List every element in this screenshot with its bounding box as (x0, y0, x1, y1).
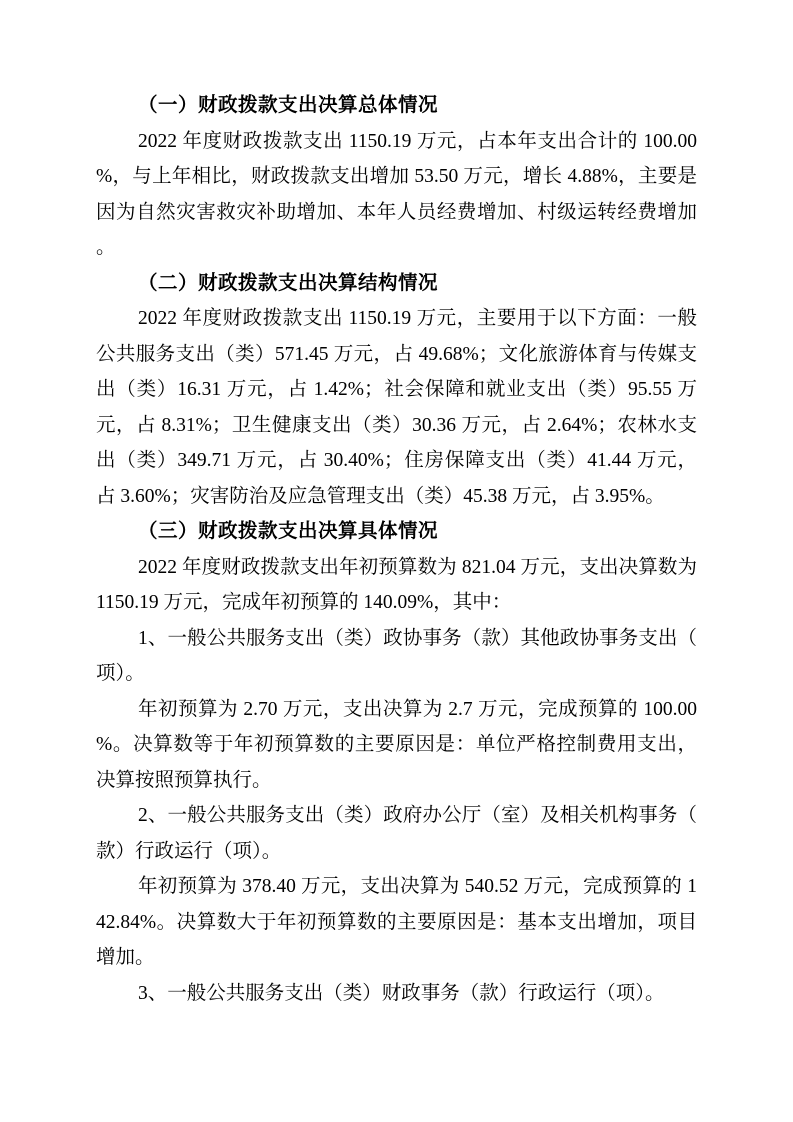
paragraph-item-3-title: 3、一般公共服务支出（类）财政事务（款）行政运行（项）。 (138, 982, 665, 1004)
section-specific-situation (96, 514, 697, 1011)
section-heading-structure: （二）财政拨款支出决算结构情况 (138, 271, 439, 294)
paragraph-specific-intro: 2022 年度财政拨款支出年初预算数为 821.04 万元，支出决算数为 1150.19 万元，完成年初预算的 140.09%，其中： (96, 556, 697, 613)
paragraph-overall-1: 2022 年度财政拨款支出 1150.19 万元，占本年支出合计的 100.00%，与上年相比，财政拨款支出增加 53.50 万元，增长 4.88%，主要是因为自然灾害救灾补助增加、本年人员经费增加、村级运转经费增加。 (96, 130, 697, 258)
paragraph-item-2-title: 2、一般公共服务支出（类）政府办公厅（室）及相关机构事务（款）行政运行（项）。 (96, 805, 697, 862)
paragraph-structure-1: 2022 年度财政拨款支出 1150.19 万元，主要用于以下方面：一般公共服务支出（类）571.45 万元，占 49.68%；文化旅游体育与传媒支出（类）16.31 万元，占 1.42%；社会保障和就业支出（类）95.55 万元，占 8.31%；卫生健康支出（类）30.36 万元，占 2.64%；农林水支出（类）349.71 万元，占 30.40%；住房保障支出（类）41.44 万元，占 3.60%；灾害防治及应急管理支出（类）45.38 万元，占 3.95%。 (96, 308, 697, 507)
section-structure-situation (96, 266, 697, 515)
section-overall-situation (96, 88, 697, 266)
paragraph-item-2-detail: 年初预算为 378.40 万元，支出决算为 540.52 万元，完成预算的 142.84%。决算数大于年初预算数的主要原因是：基本支出增加，项目增加。 (96, 876, 697, 968)
section-heading-specific: （三）财政拨款支出决算具体情况 (138, 520, 439, 542)
paragraph-item-1-detail: 年初预算为 2.70 万元，支出决算为 2.7 万元，完成预算的 100.00%。决算数等于年初预算数的主要原因是：单位严格控制费用支出，决算按照预算执行。 (96, 698, 697, 791)
paragraph-item-1-title: 1、一般公共服务支出（类）政协事务（款）其他政协事务支出（项）。 (96, 627, 697, 684)
section-heading-overall: （一）财政拨款支出决算总体情况 (138, 94, 439, 116)
